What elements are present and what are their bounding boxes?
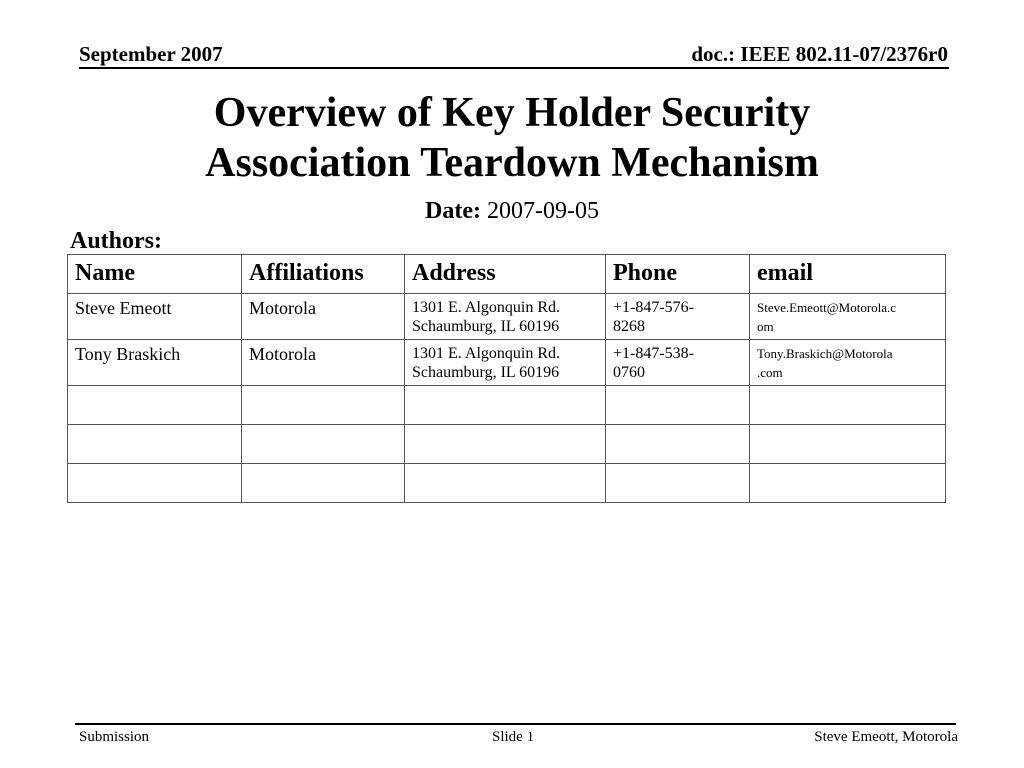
empty-cell: [242, 386, 405, 425]
col-header-phone: Phone: [606, 255, 750, 294]
cell-affiliation: Motorola: [242, 294, 405, 340]
empty-cell: [68, 464, 242, 503]
slide-title: [0, 88, 1024, 188]
address-line-2: Schaumburg, IL 60196: [412, 364, 560, 381]
empty-cell: [242, 464, 405, 503]
footer-author: Steve Emeott, Motorola: [814, 729, 958, 745]
authors-table: [67, 254, 946, 503]
cell-name: Steve Emeott: [68, 294, 242, 340]
email-line-2: om: [757, 319, 774, 334]
date-label: Date:: [425, 198, 481, 224]
cell-phone: [606, 340, 750, 386]
address-line-2: Schaumburg, IL 60196: [412, 318, 560, 335]
footer-rule: [75, 723, 956, 725]
phone-line-2: 8268: [613, 318, 645, 335]
table-header-row: [68, 255, 946, 294]
email-line-2: .com: [757, 365, 783, 380]
empty-cell: [606, 464, 750, 503]
footer-slide-number: Slide 1: [492, 729, 535, 745]
email-line-1: Steve.Emeott@Motorola.c: [757, 300, 897, 315]
footer-submission: Submission: [79, 729, 150, 745]
phone-line-1: +1-847-576-: [613, 299, 695, 316]
authors-label: Authors:: [70, 228, 163, 254]
table-row-empty: [68, 425, 946, 464]
cell-address: [405, 340, 606, 386]
cell-affiliation: Motorola: [242, 340, 405, 386]
cell-name: Tony Braskich: [68, 340, 242, 386]
col-header-name: Name: [68, 255, 242, 294]
empty-cell: [606, 386, 750, 425]
table-row: [68, 340, 946, 386]
date-value: 2007-09-05: [486, 198, 599, 224]
address-line-1: 1301 E. Algonquin Rd.: [412, 299, 561, 316]
header-date: September 2007: [79, 42, 223, 66]
empty-cell: [68, 425, 242, 464]
table-row-empty: [68, 464, 946, 503]
empty-cell: [242, 425, 405, 464]
title-line-1: Overview of Key Holder Security: [213, 90, 811, 136]
header-doc-id: doc.: IEEE 802.11-07/2376r0: [691, 42, 948, 66]
table-row-empty: [68, 386, 946, 425]
cell-phone: [606, 294, 750, 340]
title-line-2: Association Teardown Mechanism: [205, 140, 819, 186]
empty-cell: [750, 464, 946, 503]
empty-cell: [405, 425, 606, 464]
empty-cell: [750, 425, 946, 464]
cell-email: [750, 294, 946, 340]
col-header-affiliations: Affiliations: [242, 255, 405, 294]
email-line-1: Tony.Braskich@Motorola: [757, 346, 893, 361]
cell-email: [750, 340, 946, 386]
phone-line-1: +1-847-538-: [613, 345, 695, 362]
header-rule: [79, 67, 949, 69]
phone-line-2: 0760: [613, 364, 645, 381]
empty-cell: [606, 425, 750, 464]
address-line-1: 1301 E. Algonquin Rd.: [412, 345, 561, 362]
empty-cell: [405, 386, 606, 425]
date-line: [0, 198, 1024, 225]
cell-address: [405, 294, 606, 340]
col-header-email: email: [750, 255, 946, 294]
empty-cell: [405, 464, 606, 503]
empty-cell: [68, 386, 242, 425]
table-row: [68, 294, 946, 340]
col-header-address: Address: [405, 255, 606, 294]
empty-cell: [750, 386, 946, 425]
